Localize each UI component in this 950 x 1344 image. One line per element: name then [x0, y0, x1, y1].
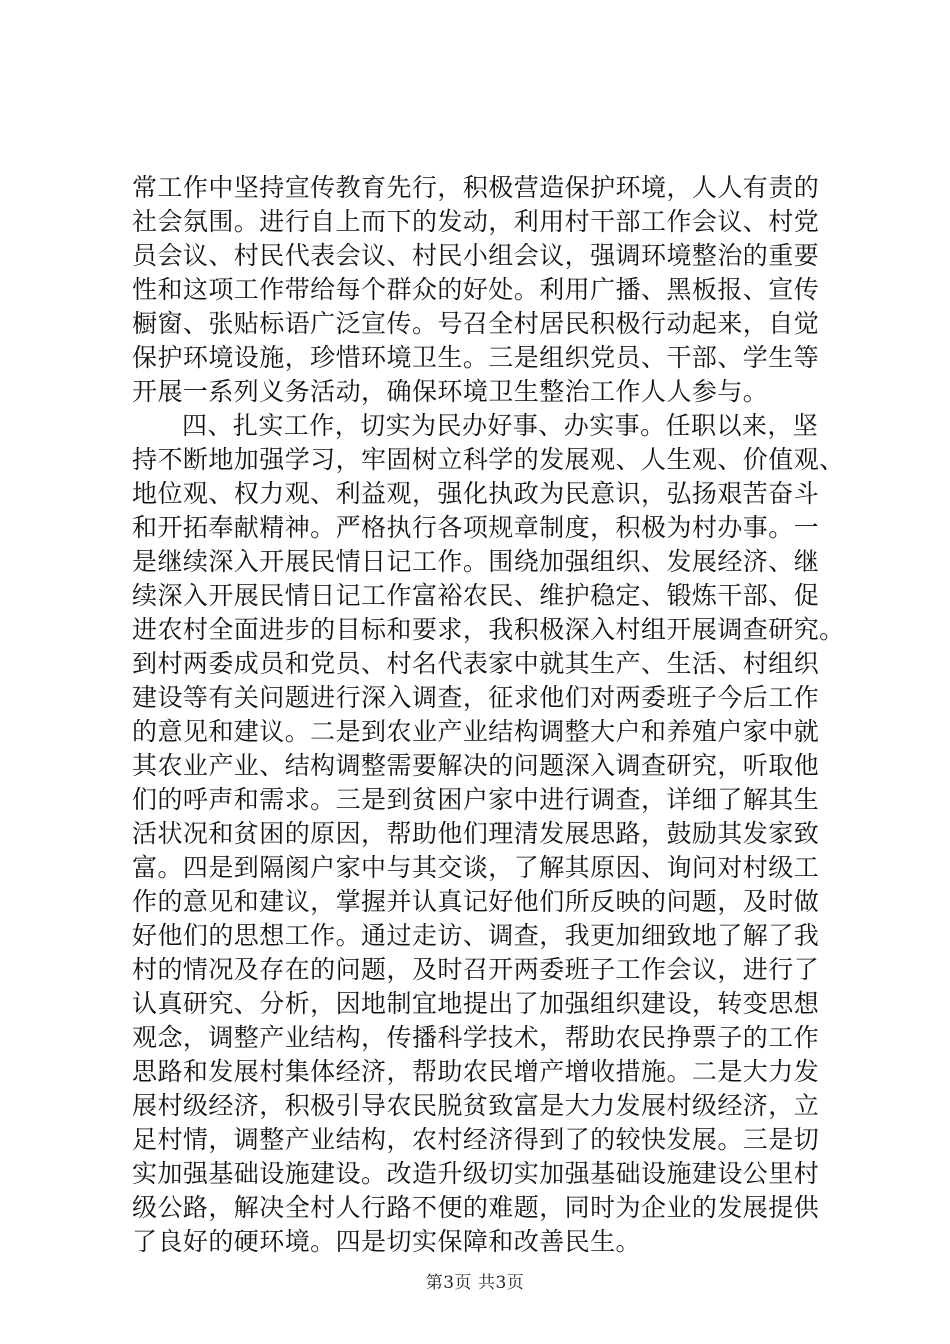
text-line: 足村情，调整产业结构，农村经济得到了的较快发展。三是切 — [132, 1125, 820, 1154]
text-line: 进农村全面进步的目标和要求，我积极深入村组开展调查研究。 — [132, 615, 845, 644]
text-line: 们的呼声和需求。三是到贫困户家中进行调查，详细了解其生 — [132, 785, 820, 814]
text-line: 认真研究、分析，因地制宜地提出了加强组织建设，转变思想 — [132, 989, 820, 1018]
text-line: 员会议、村民代表会议、村民小组会议，强调环境整治的重要 — [132, 241, 820, 270]
text-line: 观念，调整产业结构，传播科学技术，帮助农民挣票子的工作 — [132, 1023, 820, 1052]
text-line: 级公路，解决全村人行路不便的难题，同时为企业的发展提供 — [132, 1193, 820, 1222]
text-line: 社会氛围。进行自上而下的发动，利用村干部工作会议、村党 — [132, 207, 820, 236]
text-line: 性和这项工作带给每个群众的好处。利用广播、黑板报、宣传 — [132, 275, 820, 304]
text-line: 活状况和贫困的原因，帮助他们理清发展思路，鼓励其发家致 — [132, 819, 820, 848]
text-line: 保护环境设施，珍惜环境卫生。三是组织党员、干部、学生等 — [132, 343, 820, 372]
paragraph-start-line: 四、扎实工作，切实为民办好事、办实事。任职以来，坚 — [182, 411, 819, 440]
text-line: 好他们的思想工作。通过走访、调查，我更加细致地了解了我 — [132, 921, 820, 950]
text-line: 橱窗、张贴标语广泛宣传。号召全村居民积极行动起来，自觉 — [132, 309, 820, 338]
text-line: 富。四是到隔阂户家中与其交谈，了解其原因、询问对村级工 — [132, 853, 820, 882]
text-line: 建设等有关问题进行深入调查，征求他们对两委班子今后工作 — [132, 683, 820, 712]
text-line: 了良好的硬环境。四是切实保障和改善民生。 — [132, 1227, 642, 1256]
text-line: 思路和发展村集体经济，帮助农民增产增收措施。二是大力发 — [132, 1057, 820, 1086]
text-line: 到村两委成员和党员、村名代表家中就其生产、生活、村组织 — [132, 649, 820, 678]
text-line: 地位观、权力观、利益观，强化执政为民意识，弘扬艰苦奋斗 — [132, 479, 820, 508]
text-line: 实加强基础设施建设。改造升级切实加强基础设施建设公里村 — [132, 1159, 820, 1188]
page-footer — [0, 1272, 950, 1294]
text-line: 开展一系列义务活动，确保环境卫生整治工作人人参与。 — [132, 377, 769, 406]
text-line: 其农业产业、结构调整需要解决的问题深入调查研究，听取他 — [132, 751, 820, 780]
body-text — [132, 171, 845, 1259]
text-line: 和开拓奉献精神。严格执行各项规章制度，积极为村办事。一 — [132, 513, 820, 542]
page-number: 第3页 共3页 — [425, 1273, 525, 1293]
text-line: 续深入开展民情日记工作富裕农民、维护稳定、锻炼干部、促 — [132, 581, 820, 610]
text-line: 展村级经济，积极引导农民脱贫致富是大力发展村级经济，立 — [132, 1091, 820, 1120]
text-line: 是继续深入开展民情日记工作。围绕加强组织、发展经济、继 — [132, 547, 820, 576]
text-line: 作的意见和建议，掌握并认真记好他们所反映的问题，及时做 — [132, 887, 820, 916]
text-line: 的意见和建议。二是到农业产业结构调整大户和养殖户家中就 — [132, 717, 820, 746]
text-line: 村的情况及存在的问题，及时召开两委班子工作会议，进行了 — [132, 955, 820, 984]
text-line: 常工作中坚持宣传教育先行，积极营造保护环境，人人有责的 — [132, 173, 820, 202]
text-line: 持不断地加强学习，牢固树立科学的发展观、人生观、价值观、 — [132, 445, 845, 474]
